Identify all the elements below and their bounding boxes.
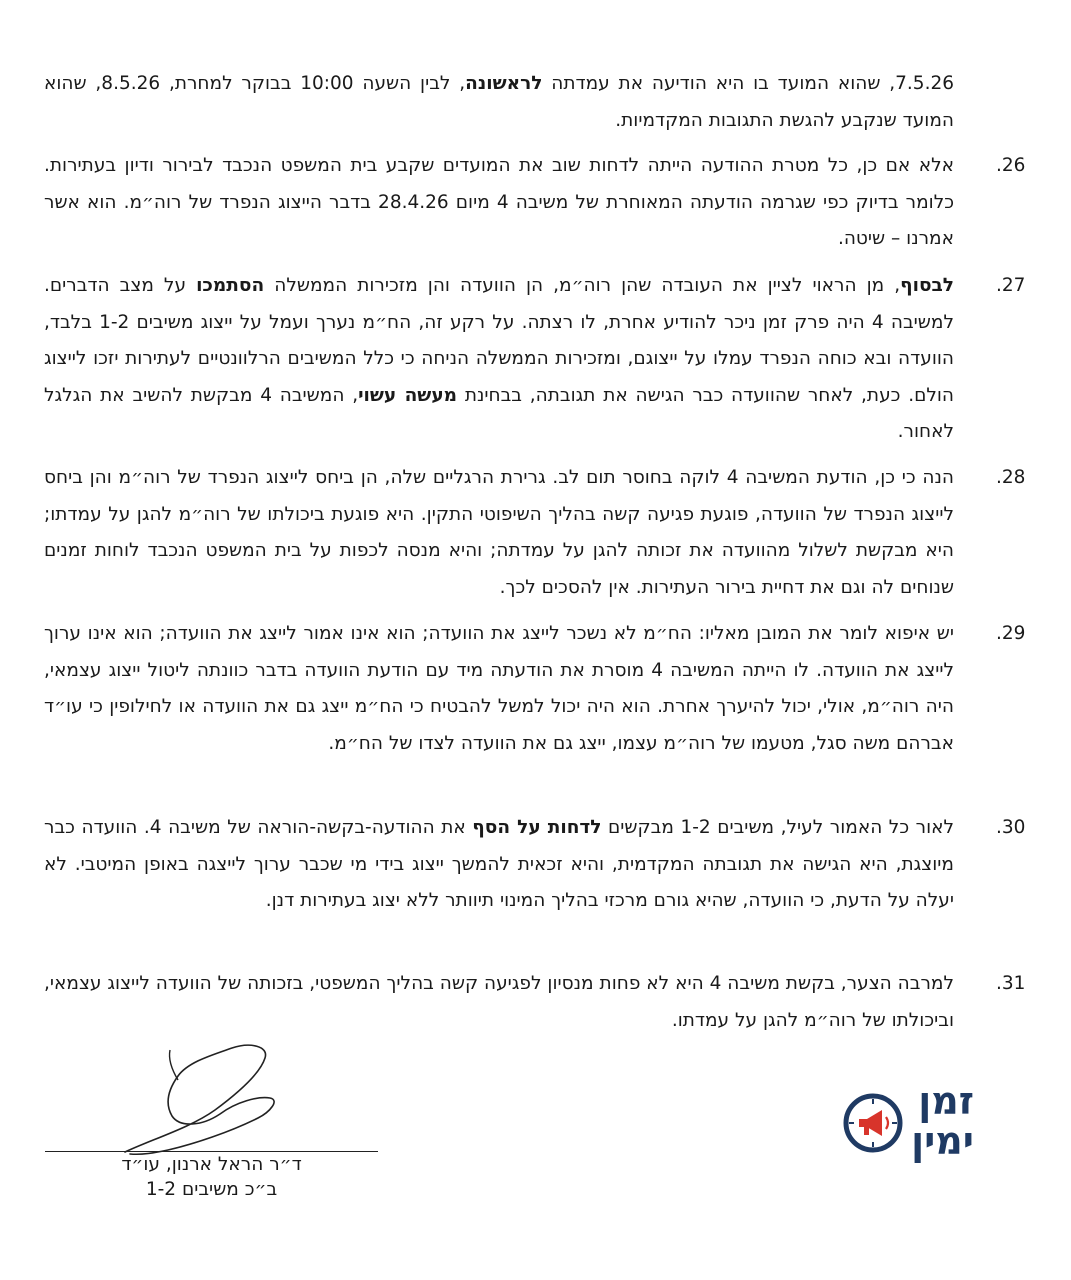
paragraph-number: .28 <box>996 467 1026 488</box>
logo-text-line1: זמן <box>918 1079 974 1123</box>
paragraph-number: .31 <box>996 973 1026 994</box>
paragraph-number: .29 <box>996 623 1026 644</box>
signature-line <box>45 1151 378 1152</box>
handwritten-signature <box>110 1040 310 1160</box>
paragraph-27: לבסוף, מן הראוי לציין את העובדה שהן רוה״מ, הן הוועדה והן מזכירות הממשלה הסתמכו על מצב הדברים. למשיבה 4 היה פרק זמן ניכר להודיע אחרת, לו רצתה. על רקע זה, הח״מ נערך ועמל על ייצוג משיבים 1-2 בלבד, הוועדה ובא כוחה הנפרד עמלו על ייצוגם, ומזכירות הממשלה הניחה כי כלל המשיבים הרלוונטיים לעתירות יזכו לייצוג הולם. כעת, לאחר שהוועדה כבר הגישה את תגובתה, בבחינת מעשה עשוי, המשיבה 4 מבקשת להשיב את הגלגל לאחור. <box>44 275 955 442</box>
paragraph-29: יש איפוא לומר את המובן מאליו: הח״מ לא נשכר לייצג את הוועדה; הוא אינו אמור לייצג את הוועדה; הוא אינו ערוך לייצג את הוועדה. לו הייתה המשיבה 4 מוסרת את הודעתה מיד עם הודעת הוועדה בדבר כוונתה ליטול ייצוג עצמאי, היה רוה״מ, אולי, יכול להיערך אחרת. הוא היה יכול למשל להבטיח כי הח״מ ייצג גם את הוועדה או לחילופין כי עו״ד אברהם משה סגל, מטעמו של רוה״מ עצמו, ייצג גם את הוועדה לצדו של הח״מ. <box>44 623 954 754</box>
paragraph-31: למרבה הצער, בקשת משיבה 4 היא לא פחות מנסיון לפגיעה קשה בהליך המשפטי, בזכותה של הוועדה לייצוג עצמאי, וביכולתו של רוה״מ להגן על עמדתו. <box>44 973 954 1031</box>
paragraph-number: .27 <box>996 275 1026 296</box>
paragraph-26: אלא אם כן, כל מטרת ההודעה הייתה לדחות שוב את המועדים שקבע בית המשפט הנכבד לבירור ודיון בעתירות. כלומר בדיוק כפי שגרמה הודעתה המאוחרת של משיבה 4 מיום 28.4.26 בדבר הייצוג הנפרד של רוה״מ. הוא אשר אמרנו – שיטה. <box>44 155 955 249</box>
zman-yamin-logo <box>842 1078 974 1164</box>
paragraph-number: .30 <box>996 817 1026 838</box>
paragraph-continuation: 7.5.26, שהוא המועד בו היא הודיעה את עמדתה לראשונה, לבין השעה 10:00 בבוקר למחרת, 8.5.26, שהוא המועד שנקבע להגשת התגובות המקדמיות. <box>44 73 954 131</box>
signer-name: ד״ר הראל ארנון, עו״ד <box>121 1154 302 1175</box>
signer-role: ב״כ משיבים 1-2 <box>145 1179 278 1200</box>
paragraph-number: .26 <box>996 155 1026 176</box>
paragraph-28: הנה כי כן, הודעת המשיבה 4 לוקה בחוסר תום לב. גרירת הרגליים שלה, הן ביחס לייצוג הנפרד של רוה״מ והן ביחס לייצוג הנפרד של הוועדה, פוגעת פגיעה קשה בהליך השיפוטי התקין. היא פוגעת ביכולתו של רוה״מ להגן על עמדתו; היא מבקשת לשלול מהוועדה את זכותה להגן על עמדתה; והיא מנסה לכפות על בית המשפט הנכבד לוחות זמנים שנוחים לה וגם את דחיית בירור העתירות. אין להסכים לכך. <box>44 467 954 598</box>
megaphone-clock-icon <box>842 1092 904 1154</box>
paragraph-30: לאור כל האמור לעיל, משיבים 1-2 מבקשים לדחות על הסף את ההודעה-בקשה-הוראה של משיבה 4. הוועדה כבר מיוצגת, היא הגישה את תגובתה המקדמית, והיא זכאית להמשך ייצוג בידי מי שכבר ערוך לייצגה באופן המיטבי. לא יעלה על הדעת, כי הוועדה, שהיא גורם מרכזי בהליך המינוי תיוותר ללא יצוג בעתירות דנן. <box>44 817 954 911</box>
logo-text-line2: ימין <box>911 1119 974 1163</box>
